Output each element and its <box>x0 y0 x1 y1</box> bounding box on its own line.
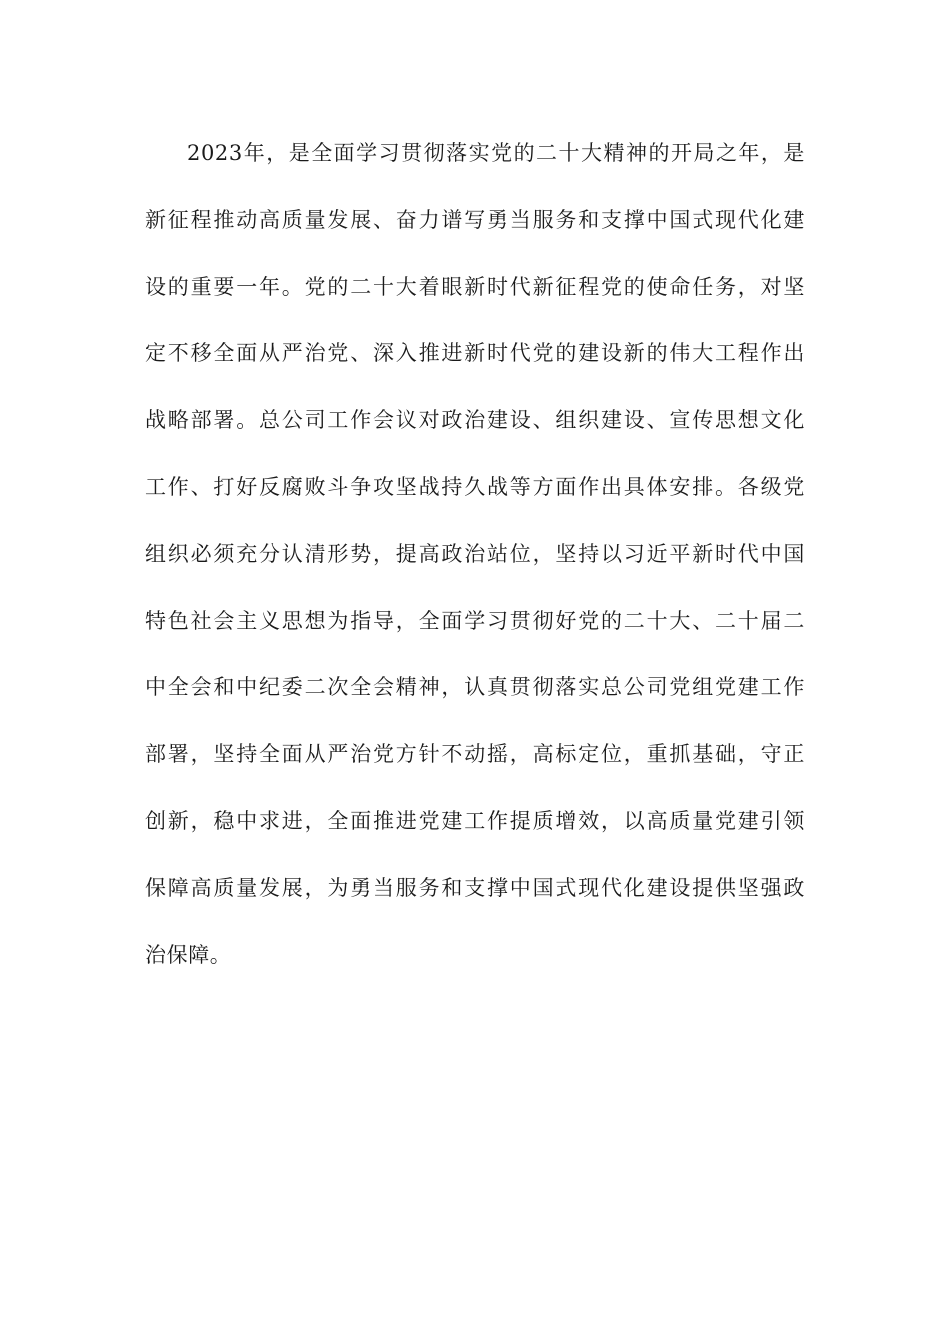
paragraph-line: 部署，坚持全面从严治党方针不动摇，高标定位，重抓基础，守正 <box>145 742 805 767</box>
paragraph-line: 工作、打好反腐败斗争攻坚战持久战等方面作出具体安排。各级党 <box>145 474 805 499</box>
paragraph-line: 保障高质量发展，为勇当服务和支撑中国式现代化建设提供坚强政 <box>145 875 805 900</box>
paragraph-line: 治保障。 <box>145 942 232 967</box>
paragraph-line: 中全会和中纪委二次全会精神，认真贯彻落实总公司党组党建工作 <box>145 675 805 700</box>
paragraph-line: 设的重要一年。党的二十大着眼新时代新征程党的使命任务，对坚 <box>145 274 805 299</box>
paragraph-line: 新征程推动高质量发展、奋力谱写勇当服务和支撑中国式现代化建 <box>145 207 805 232</box>
paragraph-line: 组织必须充分认清形势，提高政治站位，坚持以习近平新时代中国 <box>145 541 805 566</box>
paragraph-line: 特色社会主义思想为指导，全面学习贯彻好党的二十大、二十届二 <box>145 608 805 633</box>
paragraph-line: 创新，稳中求进，全面推进党建工作提质增效，以高质量党建引领 <box>145 808 805 833</box>
body-paragraph <box>145 133 805 1001</box>
paragraph-line: 定不移全面从严治党、深入推进新时代党的建设新的伟大工程作出 <box>145 341 805 366</box>
paragraph-line: 2023年，是全面学习贯彻落实党的二十大精神的开局之年，是 <box>187 141 805 165</box>
paragraph-line: 战略部署。总公司工作会议对政治建设、组织建设、宣传思想文化 <box>145 408 805 433</box>
